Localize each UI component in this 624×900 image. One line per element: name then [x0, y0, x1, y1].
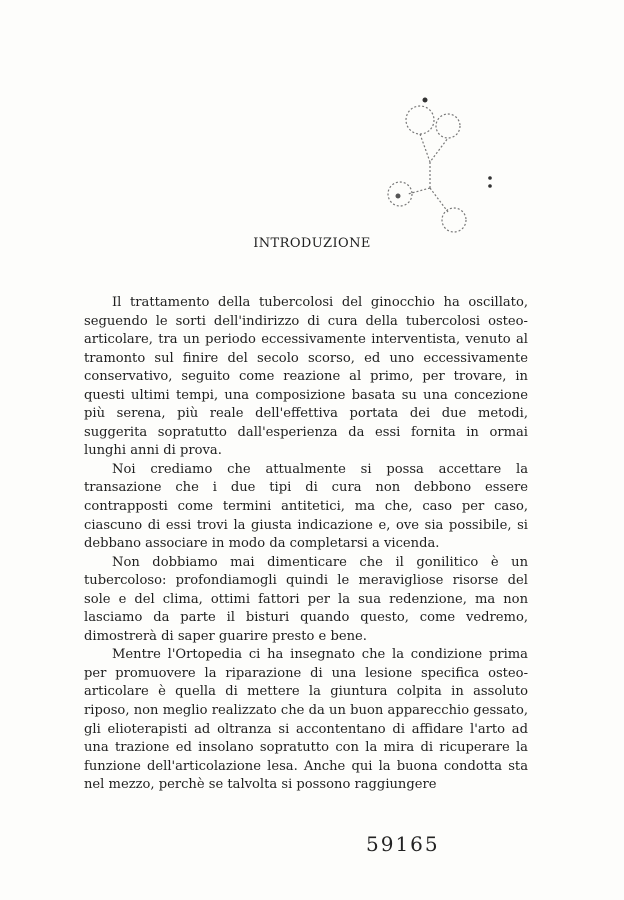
- body-text: [84, 294, 528, 795]
- paragraph-3: Non dobbiamo mai dimenticare che il gonilitico è un tubercoloso: profondiamogli quindi le meravigliose risorse del sole e del clima, ottimi fattori per la sua redenzione, ma non lasciamo da parte il bisturi quando questo, come vedremo, dimostrerà di saper guarire presto e bene.: [84, 554, 528, 644]
- paragraph-1: Il trattamento della tubercolosi del ginocchio ha oscillato, seguendo le sorti dell'indirizzo di cura della tubercolosi osteo-articolare, tra un periodo eccessivamente interventista, venuto al tramonto sul finire del secolo scorso, ed uno eccessivamente conservativo, seguito come reazione al primo, per trovare, in questi ultimi tempi, una composizione basata su una concezione più serena, più reale dell'effettiva portata dei due metodi, suggerita sopratutto dall'esperienza da essi fornita in ormai lunghi anni di prova.: [84, 295, 528, 459]
- page-title: INTRODUZIONE: [253, 236, 371, 251]
- library-stamp-mark: [378, 92, 498, 252]
- paragraph-4: Mentre l'Ortopedia ci ha insegnato che la condizione prima per promuovere la riparazione di una lesione specifica osteo-articolare è quella di mettere la giuntura colpita in assoluto riposo, non meglio realizzato che da un buon apparecchio gessato, gli elioterapisti ad oltranza si accontentano di affidare l'arto ad una trazione ed insolano sopratutto con la mira di ricuperare la funzione dell'articolazione lesa. Anche qui la buona condotta sta nel mezzo, perchè se talvolta si possono raggiungere: [84, 647, 528, 793]
- paragraph-2: Noi crediamo che attualmente si possa accettare la transazione che i due tipi di cura non debbono essere contrapposti come termini antitetici, ma che, caso per caso, ciascuno di essi trovi la giusta indicazione e, ove sia possibile, si debbano associare in modo da completarsi a vicenda.: [84, 461, 528, 552]
- inventory-number: 59165: [366, 832, 440, 856]
